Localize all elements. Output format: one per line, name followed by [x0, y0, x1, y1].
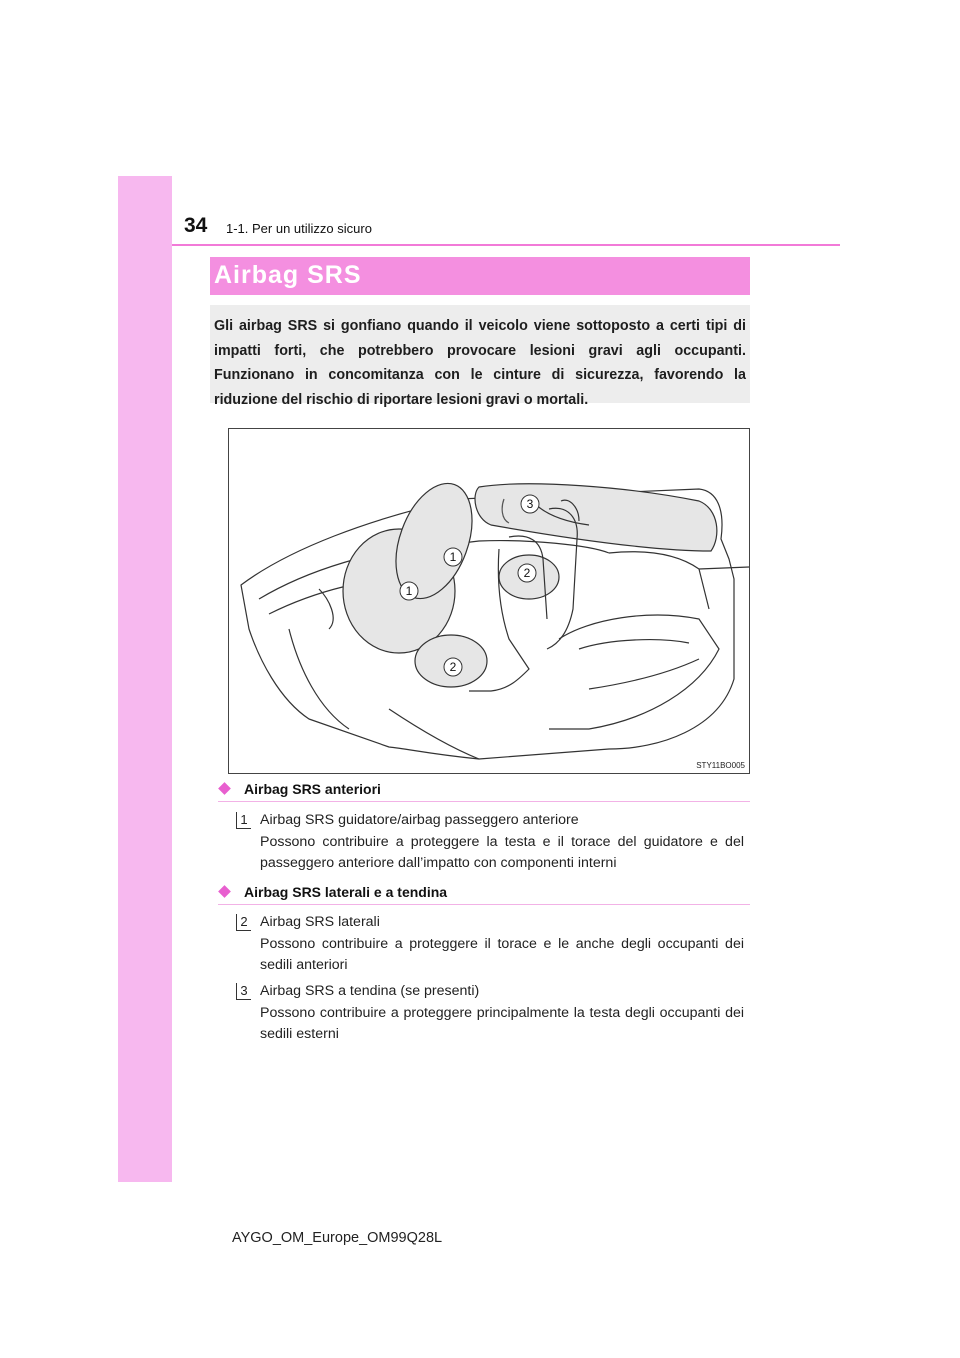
item-number-icon: 3 [236, 983, 251, 1000]
item-text: Possono contribuire a proteggere la testa e il torace del guidatore e del passeggero anteriore dall’impatto con componenti interni [260, 833, 744, 871]
figure-code: STY11BO005 [696, 761, 745, 770]
item-text: Possono contribuire a proteggere il torace e le anche degli occupanti dei sedili anteriori [260, 935, 744, 973]
footer-doc-code: AYGO_OM_Europe_OM99Q28L [232, 1230, 443, 1246]
header-rule [172, 244, 840, 246]
item-number-icon: 1 [236, 812, 251, 829]
intro-box [210, 305, 750, 408]
page-number: 34 [184, 214, 208, 237]
item-text: Possono contribuire a proteggere principalmente la testa degli occupanti dei sedili esterni [260, 1004, 744, 1042]
callout-label: 1 [405, 584, 413, 598]
item-number-icon: 2 [236, 914, 251, 931]
callout-1b [400, 582, 418, 600]
section-label: Airbag SRS anteriori [244, 781, 381, 797]
item-title: Airbag SRS guidatore/airbag passeggero anteriore [260, 812, 579, 828]
intro-text: Gli airbag SRS si gonfiano quando il veicolo viene sottoposto a certi tipi di impatti forti, che potrebbero provocare lesioni gravi agli occupanti. Funzionano in concomitanza con le cinture di sicurezza, favorendo la riduzione del rischio di riportare lesioni gravi o mortali. [214, 318, 746, 408]
callout-1a [444, 548, 462, 566]
item-curtain-airbag [260, 981, 744, 1046]
car-interior-drawing [229, 429, 749, 773]
callout-3 [521, 495, 539, 513]
diamond-icon [218, 885, 231, 898]
diamond-icon [218, 782, 231, 795]
callout-2b [444, 658, 462, 676]
breadcrumb: 1-1. Per un utilizzo sicuro [226, 221, 372, 236]
side-tab [118, 176, 172, 1182]
item-title: Airbag SRS laterali [260, 914, 380, 930]
callout-label: 3 [526, 497, 534, 511]
airbag-illustration [228, 428, 750, 774]
page-title: Airbag SRS [214, 261, 362, 289]
item-side-airbag [260, 912, 744, 977]
item-front-airbag [260, 810, 744, 875]
callout-label: 2 [449, 660, 457, 674]
section-heading-front [218, 781, 750, 802]
title-bar [210, 257, 750, 295]
callout-label: 2 [523, 566, 531, 580]
callout-2a [518, 564, 536, 582]
section-label: Airbag SRS laterali e a tendina [244, 884, 448, 900]
callout-label: 1 [449, 550, 457, 564]
item-title: Airbag SRS a tendina (se presenti) [260, 983, 480, 999]
section-heading-side-curtain [218, 884, 750, 905]
